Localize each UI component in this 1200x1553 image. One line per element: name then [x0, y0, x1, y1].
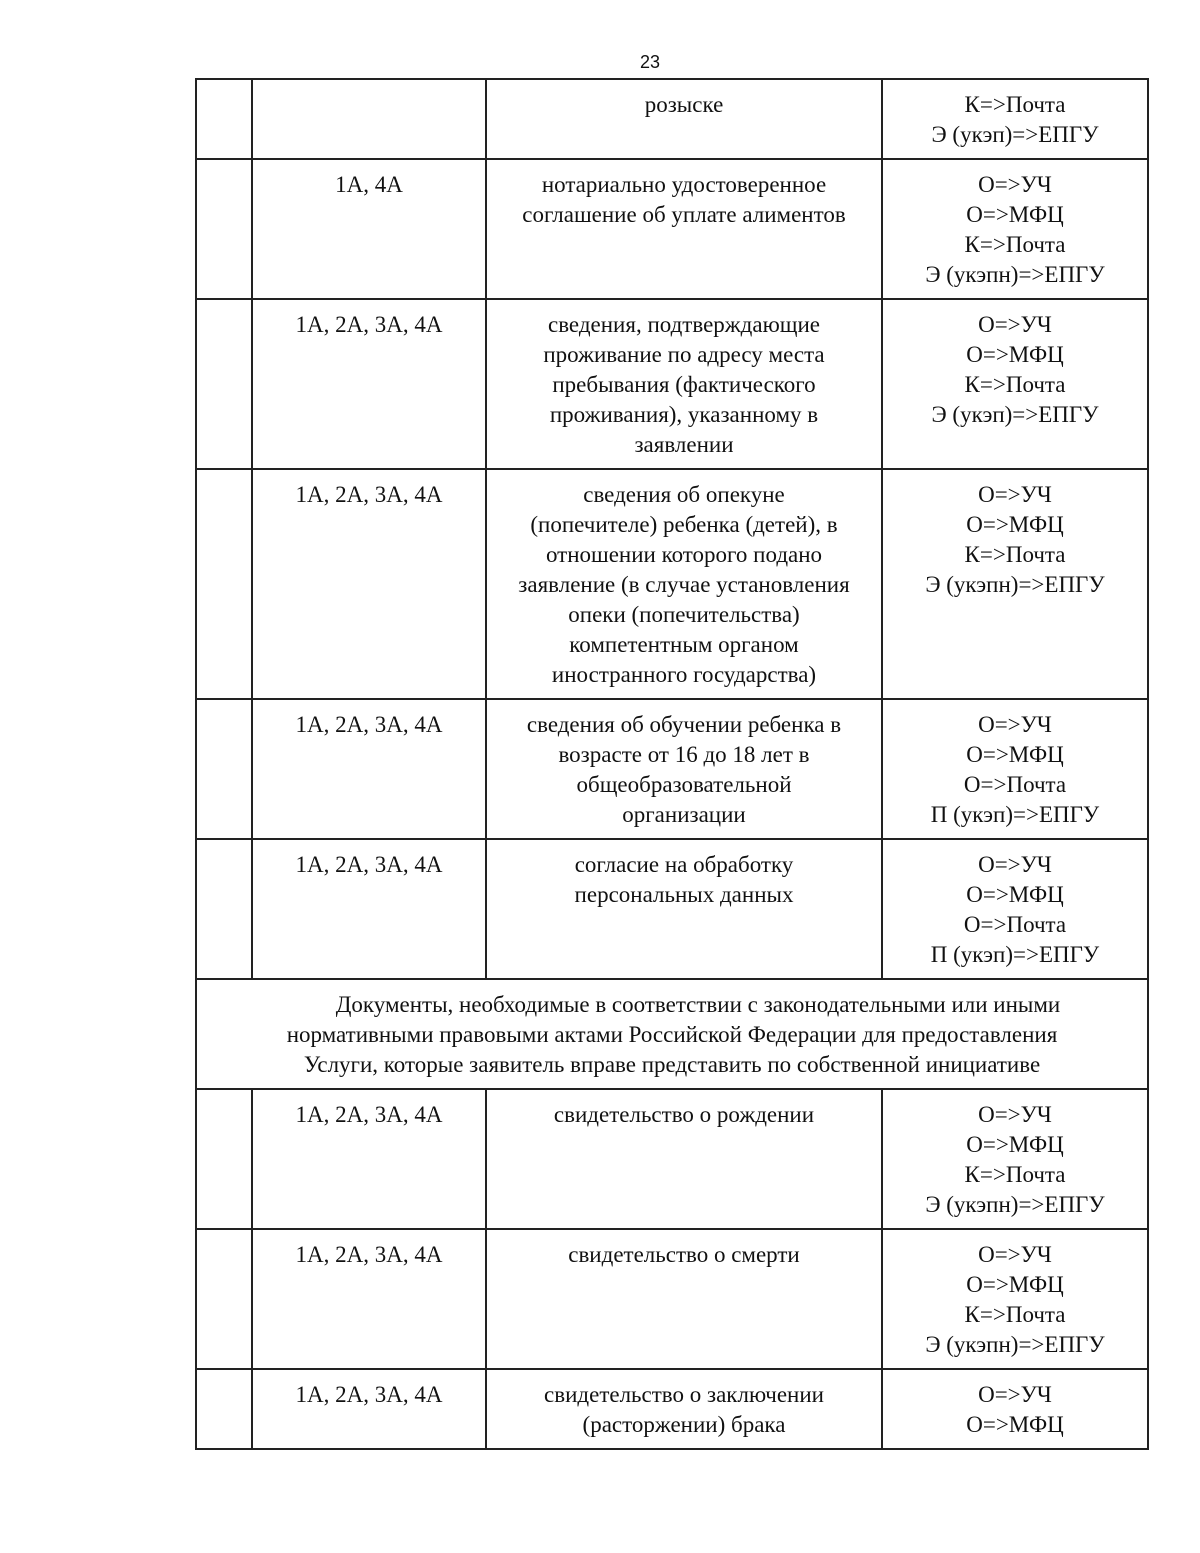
document-line: розыске — [644, 92, 724, 117]
category-cell: 1А, 2А, 3А, 4А — [252, 469, 486, 699]
table-row — [196, 1229, 1148, 1369]
category-cell: 1А, 2А, 3А, 4А — [252, 299, 486, 469]
document-line: сведения об обучении ребенка в — [526, 712, 842, 737]
submission-method: О=>МФЦ — [966, 1132, 1064, 1157]
document-cell — [486, 699, 882, 839]
document-line: свидетельство о смерти — [568, 1242, 800, 1267]
row-marker-cell — [196, 469, 252, 699]
document-line: опеки (попечительства) — [568, 602, 800, 627]
table-row — [196, 299, 1148, 469]
document-line: заявление (в случае установления — [518, 572, 850, 597]
section-heading-line: Документы, необходимые в соответствии с законодательными или иными — [335, 992, 1061, 1017]
document-line: свидетельство о заключении — [544, 1382, 824, 1407]
page-number: 23 — [639, 52, 661, 72]
row-marker-cell — [196, 1369, 252, 1449]
document-line: заявлении — [634, 432, 734, 457]
submission-method: Э (укэпн)=>ЕПГУ — [925, 1332, 1105, 1357]
category-cell: 1А, 2А, 3А, 4А — [252, 839, 486, 979]
category-cell — [252, 79, 486, 159]
submission-method: Э (укэпн)=>ЕПГУ — [925, 1192, 1105, 1217]
submission-method: О=>МФЦ — [966, 882, 1064, 907]
document-cell — [486, 299, 882, 469]
category-cell: 1А, 2А, 3А, 4А — [252, 1229, 486, 1369]
row-marker-cell — [196, 699, 252, 839]
submission-method: О=>УЧ — [978, 1382, 1052, 1407]
submission-method: К=>Почта — [964, 232, 1066, 257]
submission-methods-cell — [882, 1229, 1148, 1369]
submission-method: П (укэп)=>ЕПГУ — [930, 942, 1100, 967]
submission-method: О=>МФЦ — [966, 512, 1064, 537]
document-line: проживание по адресу места — [543, 342, 825, 367]
submission-method: О=>УЧ — [978, 1102, 1052, 1127]
document-line: отношении которого подано — [545, 542, 823, 567]
submission-method: Э (укэп)=>ЕПГУ — [931, 122, 1099, 147]
document-line: согласие на обработку — [574, 852, 794, 877]
submission-methods-cell — [882, 469, 1148, 699]
document-cell — [486, 469, 882, 699]
submission-method: О=>МФЦ — [966, 1412, 1064, 1437]
category-cell: 1А, 2А, 3А, 4А — [252, 1369, 486, 1449]
document-line: нотариально удостоверенное — [541, 172, 827, 197]
submission-method: П (укэп)=>ЕПГУ — [930, 802, 1100, 827]
submission-methods-cell — [882, 699, 1148, 839]
submission-method: О=>УЧ — [978, 1242, 1052, 1267]
row-marker-cell — [196, 299, 252, 469]
document-cell — [486, 159, 882, 299]
document-cell — [486, 1229, 882, 1369]
document-line: сведения, подтверждающие — [548, 312, 820, 337]
submission-methods-cell — [882, 299, 1148, 469]
submission-method: О=>Почта — [963, 912, 1067, 937]
submission-method: К=>Почта — [964, 1162, 1066, 1187]
submission-method: Э (укэпн)=>ЕПГУ — [925, 572, 1105, 597]
table-body-bottom — [196, 1089, 1148, 1449]
table-row — [196, 839, 1148, 979]
table-row — [196, 159, 1148, 299]
submission-method: О=>МФЦ — [966, 342, 1064, 367]
submission-method: О=>УЧ — [978, 172, 1052, 197]
document-line: возрасте от 16 до 18 лет в — [558, 742, 810, 767]
submission-method: Э (укэп)=>ЕПГУ — [931, 402, 1099, 427]
submission-methods-cell — [882, 159, 1148, 299]
row-marker-cell — [196, 159, 252, 299]
submission-method: О=>МФЦ — [966, 742, 1064, 767]
table-row — [196, 1369, 1148, 1449]
section-heading-body — [196, 979, 1148, 1089]
document-line: общеобразовательной — [576, 772, 792, 797]
submission-method: О=>МФЦ — [966, 1272, 1064, 1297]
submission-method: О=>УЧ — [978, 312, 1052, 337]
submission-method: К=>Почта — [964, 92, 1066, 117]
submission-methods-cell — [882, 79, 1148, 159]
documents-table — [195, 78, 1149, 1450]
table-row — [196, 1089, 1148, 1229]
document-line: пребывания (фактического — [552, 372, 816, 397]
submission-method: О=>Почта — [963, 772, 1067, 797]
document-line: персональных данных — [574, 882, 794, 907]
category-cell: 1А, 4А — [252, 159, 486, 299]
row-marker-cell — [196, 79, 252, 159]
submission-method: К=>Почта — [964, 542, 1066, 567]
submission-method: К=>Почта — [964, 372, 1066, 397]
submission-methods-cell — [882, 1089, 1148, 1229]
document-line: организации — [622, 802, 746, 827]
submission-method: О=>УЧ — [978, 852, 1052, 877]
table-row — [196, 699, 1148, 839]
document-line: (попечителе) ребенка (детей), в — [530, 512, 838, 537]
document-line: свидетельство о рождении — [553, 1102, 815, 1127]
section-heading-line: нормативными правовыми актами Российской Федерации для предоставления — [286, 1022, 1058, 1047]
table-row — [196, 79, 1148, 159]
document-line: соглашение об уплате алиментов — [522, 202, 846, 227]
document-line: сведения об опекуне — [583, 482, 785, 507]
category-cell: 1А, 2А, 3А, 4А — [252, 699, 486, 839]
table-row — [196, 469, 1148, 699]
document-cell — [486, 839, 882, 979]
section-heading-row — [196, 979, 1148, 1089]
row-marker-cell — [196, 1229, 252, 1369]
submission-methods-cell — [882, 1369, 1148, 1449]
category-cell: 1А, 2А, 3А, 4А — [252, 1089, 486, 1229]
submission-method: О=>МФЦ — [966, 202, 1064, 227]
document-line: компетентным органом — [569, 632, 799, 657]
document-cell — [486, 1369, 882, 1449]
submission-method: О=>УЧ — [978, 482, 1052, 507]
document-line: иностранного государства) — [551, 662, 817, 687]
document-line: проживания), указанному в — [549, 402, 819, 427]
table-body-top — [196, 79, 1148, 979]
submission-method: Э (укэпн)=>ЕПГУ — [925, 262, 1105, 287]
section-heading-line: Услуги, которые заявитель вправе представить по собственной инициативе — [303, 1052, 1041, 1077]
row-marker-cell — [196, 839, 252, 979]
submission-methods-cell — [882, 839, 1148, 979]
document-cell — [486, 79, 882, 159]
document-line: (расторжении) брака — [582, 1412, 786, 1437]
submission-method: О=>УЧ — [978, 712, 1052, 737]
submission-method: К=>Почта — [964, 1302, 1066, 1327]
section-heading — [196, 979, 1148, 1089]
row-marker-cell — [196, 1089, 252, 1229]
document-cell — [486, 1089, 882, 1229]
